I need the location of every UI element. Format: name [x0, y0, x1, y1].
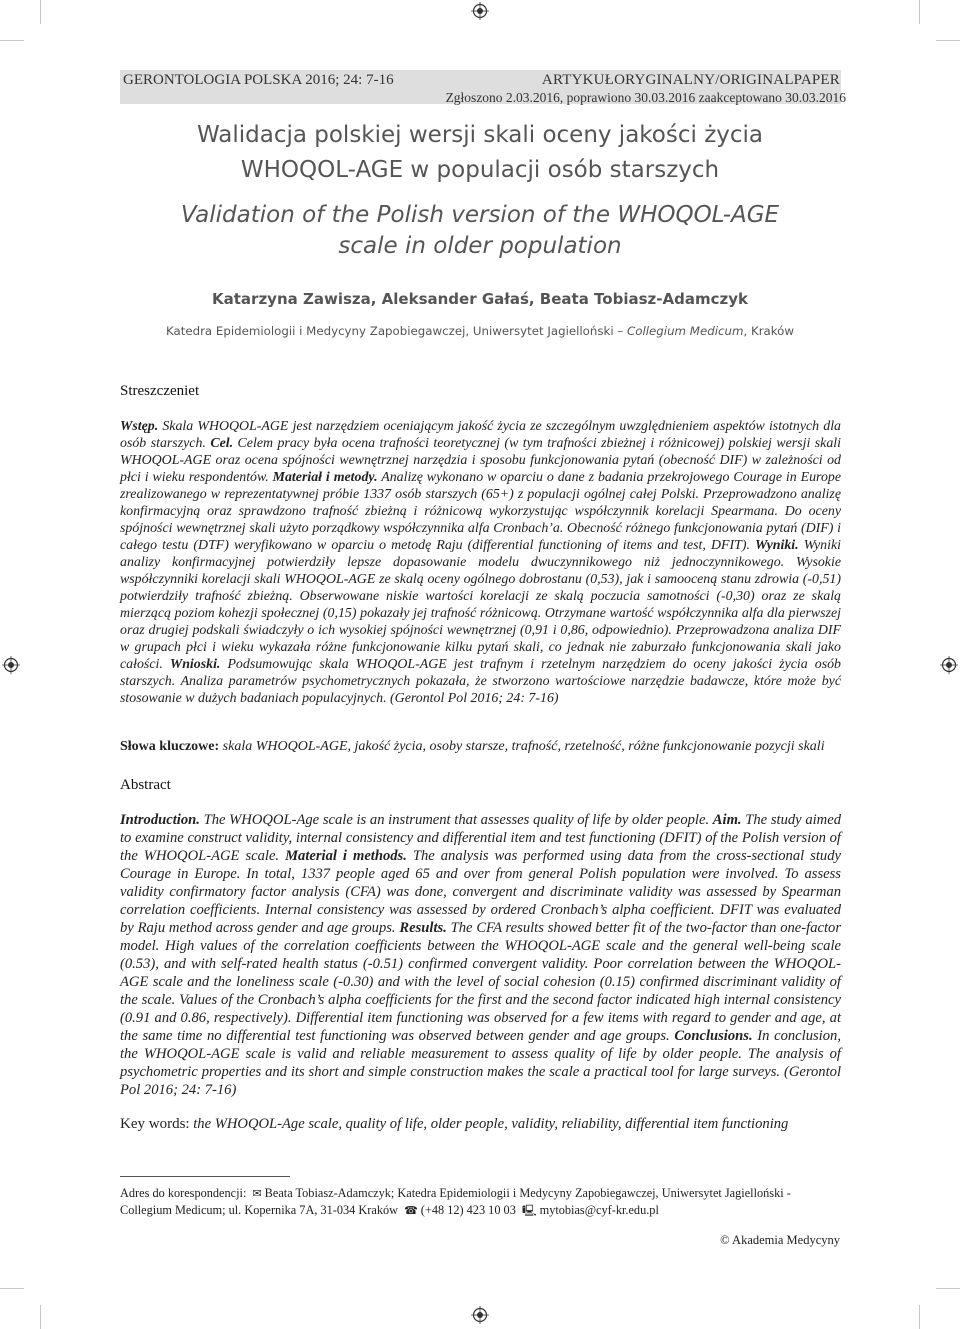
methods-text: The analysis was performed using data from the cross-sectional study Courage in Europe. In total, 1337 people aged 65 and over from general Polish population were involved. To assess validity confirmatory factor analysis (CFA) was done, convergent and discriminate validity was assessed by Spearman correlation coefficients. Internal consistency was assessed by ordered Cronbach’s alpha coefficient. DFIT was evaluated by Raju method across gender and age groups.: [120, 848, 841, 936]
footnote-rule: [120, 1176, 290, 1177]
wnioski-label: Wnioski.: [169, 657, 221, 672]
wnioski-text: Podsumowując skala WHOQOL-AGE jest trafnym i rzetelnym narzędziem do oceny jakości życia osób starszych. Analiza parametrów psychometrycznych pokazała, że stworzono wartościowe narzędzie badawcze, które może być stosowanie w dużych badaniach populacyjnych. (Gerontol Pol 2016; 24: 7-16): [120, 657, 841, 706]
streszczenie-heading: Streszczeniet: [120, 383, 200, 399]
introduction-text: The WHOQOL-Age scale is an instrument that assesses quality of life by older people.: [199, 812, 713, 828]
registration-mark-bottom: [471, 1306, 489, 1324]
title-polish-line1: Walidacja polskiej wersji skali oceny jakości życia: [196, 122, 764, 148]
correspondence-label: Adres do korespondencji:: [120, 1186, 247, 1200]
title-english: [120, 200, 840, 262]
streszczenie-body: [120, 418, 841, 707]
registration-mark-left: [2, 656, 20, 674]
methods-label: Material i methods.: [285, 848, 407, 864]
wyniki-label: Wyniki.: [755, 538, 799, 553]
correspondence-address: Beata Tobiasz-Adamczyk; Katedra Epidemiologii i Medycyny Zapobiegawczej, Uniwersytet Jagielloński - Collegium Medicum; ul. Kopernika 7A, 31-034 Kraków: [120, 1186, 791, 1217]
article-type: ARTYKUŁORYGINALNY/ORIGINALPAPER: [541, 72, 840, 88]
wstep-label: Wstęp.: [120, 419, 159, 434]
crop-mark: [0, 40, 24, 41]
key-words: [120, 1116, 841, 1133]
conclusions-label: Conclusions.: [674, 1028, 753, 1044]
copyright-icon: ©: [720, 1233, 730, 1247]
title-english-line1: Validation of the Polish version of the WHOQOL-AGE: [180, 202, 780, 228]
copyright-owner: Akademia Medycyny: [732, 1233, 840, 1247]
conclusions-text: In conclusion, the WHOQOL-AGE scale is valid and reliable measurement to assess quality of life by older people. The analysis of psychometric properties and its short and simple construction makes the scale a practical tool for large surveys. (Gerontol Pol 2016; 24: 7-16): [120, 1028, 841, 1098]
results-text: The CFA results showed better fit of the two-factor than one-factor model. High values of the correlation coefficients between the WHOQOL-AGE scale and the general well-being scale (0.53), and with self-rated health status (-0.51) confirmed convergent validity. Poor correlation between the WHOQOL-AGE scale and the loneliness scale (-0.30) and with the level of social cohesion (0.15) confirmed discriminant validity of the scale. Values of the Cronbach’s alpha coefficients for the first and the second factor indicated high internal consistency (0.91 and 0.86, respectively). Differential item functioning was observed for a few items with regard to gender and age, at the same time no differential test functioning was observed between gender and age groups.: [120, 920, 841, 1044]
abstract-body: [120, 811, 841, 1099]
results-label: Results.: [399, 920, 447, 936]
cel-label: Cel.: [210, 436, 234, 451]
metody-text: Analizę wykonano w oparciu o dane z badania przekrojowego Courage in Europe zrealizowanego w reprezentatywnej próbie 1337 osób starszych (65+) z populacji ogólnej całej Polski. Przeprowadzono analizę konfirmacyjną oraz sprawdzono trafność zbieżną i różnicową wykorzystując współczynnik korelacji Spearmana. Do oceny spójności wewnętrznej skali użyto porządkowy współczynnika alfa Cronbach’a. Obecność różnego funkcjonowania pytań (DIF) i całego testu (DTF) weryfikowano w oparciu o metodę Raju (differential functioning of items and test, DFIT).: [120, 470, 841, 553]
crop-mark: [936, 40, 960, 41]
slowa-kluczowe-label: Słowa kluczowe:: [120, 739, 220, 754]
aim-text: The study aimed to examine construct validity, internal consistency and differential item and test functioning (DFIT) of the Polish version of the WHOQOL-AGE scale.: [120, 812, 841, 864]
correspondence-email[interactable]: mytobias@cyf-kr.edu.pl: [539, 1203, 659, 1217]
journal-citation: GERONTOLOGIA POLSKA 2016; 24: 7-16: [123, 72, 394, 88]
affiliation-prefix: Katedra Epidemiologii i Medycyny Zapobiegawczej, Uniwersytet Jagielloński –: [165, 324, 628, 338]
registration-mark-right: [940, 656, 958, 674]
key-words-label: Key words:: [120, 1116, 190, 1132]
authors: Katarzyna Zawisza, Aleksander Gałaś, Beata Tobiasz-Adamczyk: [212, 290, 748, 308]
aim-label: Aim.: [712, 812, 742, 828]
crop-mark: [40, 0, 41, 24]
slowa-kluczowe: [120, 739, 841, 755]
crop-mark: [936, 1288, 960, 1289]
title-english-line2: scale in older population: [338, 233, 622, 259]
phone-icon: ☎: [404, 1204, 418, 1217]
wyniki-text: Wyniki analizy konfirmacyjnej potwierdziły lepsze dopasowanie modelu dwuczynnikowego niż jednoczynnikowego. Wysokie współczynniki korelacji skali WHOQOL-AGE ze skalą oceny ogólnego dobrostanu (0,53), jak i samooceną stanu zdrowia (-0,51) potwierdziły trafność zbieżną. Obserwowane niskie wartości korelacji ze skalą poczucia samotności (-0,30) oraz ze skalą mierzącą poziom kohezji społecznej (0,15) pokazały jej trafność różnicową. Otrzymane wartość współczynnika alfa dla pierwszej oraz drugiej podskali świadczyły o ich wysokiej spójności wewnętrznej (0,91 i 0,86, odpowiednio). Przeprowadzona analiza DIF w grupach płci i wieku wykazała różne funkcjonowanie kilku pytań skali, co jednak nie zaburzało funkcjonowania skali jako całości.: [120, 538, 841, 672]
crop-mark: [0, 1288, 24, 1289]
copyright: [720, 1233, 840, 1248]
cel-text: Celem pracy była ocena trafności teoretycznej (w tym trafności zbieżnej i różnicowej) polskiej wersji skali WHOQOL-AGE oraz ocena spójności wewnętrznej narzędzia i sposobu funkcjonowania pytań (obecność DIF) w zależności od płci i wieku respondentów.: [120, 436, 841, 485]
affiliation-suffix: , Kraków: [743, 324, 795, 338]
key-words-value: the WHOQOL-Age scale, quality of life, older people, validity, reliability, differential item functioning: [189, 1116, 789, 1132]
correspondence: [120, 1185, 841, 1219]
wstep-text: Skala WHOQOL-AGE jest narzędziem oceniającym jakość życia ze szczególnym uwzględnieniem aspektów istotnych dla osób starszych.: [120, 419, 841, 451]
crop-mark: [919, 1305, 920, 1329]
registration-mark-top: [471, 2, 489, 20]
computer-icon: 🖳: [521, 1204, 537, 1217]
title-polish: [120, 118, 840, 188]
crop-mark: [40, 1305, 41, 1329]
introduction-label: Introduction.: [120, 812, 200, 828]
correspondence-phone: (+48 12) 423 10 03: [420, 1203, 516, 1217]
envelope-icon: ✉: [252, 1187, 262, 1200]
slowa-kluczowe-value: skala WHOQOL-AGE, jakość życia, osoby starsze, trafność, rzetelność, różne funkcjonowanie pozycji skali: [219, 739, 825, 754]
affiliation-collegium: Collegium Medicum: [627, 324, 744, 338]
title-polish-line2: WHOQOL-AGE w populacji osób starszych: [240, 157, 720, 183]
affiliation: [120, 324, 840, 338]
submission-dates: Zgłoszono 2.03.2016, poprawiono 30.03.2016 zaakceptowano 30.03.2016: [445, 90, 846, 105]
crop-mark: [919, 0, 920, 24]
abstract-heading: Abstract: [120, 777, 171, 793]
metody-label: Materiał i metody.: [272, 470, 378, 485]
